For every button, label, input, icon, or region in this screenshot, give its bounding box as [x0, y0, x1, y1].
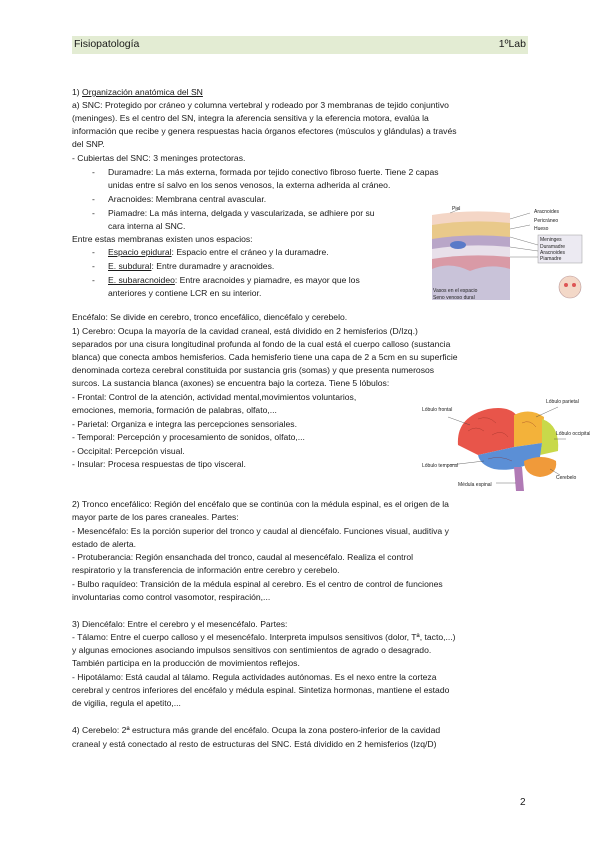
parietal-lobe-shape [514, 411, 544, 447]
tronco-line: - Protuberancia: Región ensanchada del tronco, caudal al mesencéfalo. Realiza el control [72, 552, 414, 562]
vein-shape [450, 241, 466, 249]
cerebro-line: denominada corteza cerebral constituida por sustancia gris (somas) y que presenta numerosos [72, 365, 435, 375]
diencefalo-line: - Tálamo: Entre el cuerpo calloso y el mesencéfalo. Interpreta impulsos sensitivos (dolor, Tª, tacto,...) [72, 632, 456, 642]
tronco-line: 2) Tronco encefálico: Región del encéfalo que se continúa con la médula espinal, es el origen de la [72, 499, 449, 509]
espacio-subaracnoideo-cont: anteriores y contiene LCR en su interior. [108, 288, 262, 298]
header-subject: Fisiopatología [74, 38, 140, 50]
meninge-line: Piamadre: La más interna, delgada y vascularizada, se adhiere por su [108, 208, 375, 218]
fig-label: Duramadre [540, 244, 566, 250]
tronco-line: estado de alerta. [72, 539, 137, 549]
diencefalo-line: También participa en la producción de movimientos reflejos. [72, 658, 300, 668]
s1-line: del SNP. [72, 139, 105, 149]
frontal-lobe-shape [458, 408, 518, 455]
occipital-lobe-shape [540, 419, 558, 455]
meninge-line: unidas entre sí salvo en los senos venosos, la externa adherida al cráneo. [108, 180, 391, 190]
dash-bullet: - [92, 261, 95, 271]
cerebellum-shape [524, 457, 556, 477]
cerebro-line: - Temporal: Percepción y procesamiento de sonidos, olfato,... [72, 432, 305, 442]
cerebelo-line: craneal y está conectado al resto de estructuras del SNC. Está dividido en 2 hemisferios (Izq/D) [72, 739, 437, 749]
diencefalo-line: - Hipotálamo: Está caudal al tálamo. Regula actividades autónomas. Es el nexo entre la corteza [72, 672, 437, 682]
cerebro-line: - Occipital: Percepción visual. [72, 446, 185, 456]
dash-bullet: - [92, 194, 95, 204]
fig-label: Lóbulo frontal [422, 407, 453, 413]
s1-line: a) SNC: Protegido por cráneo y columna vertebral y rodeado por 3 membranas de tejido conjuntivo [72, 100, 449, 110]
fig-label: Lóbulo parietal [546, 399, 579, 405]
section1-title-text: Organización anatómica del SN [82, 87, 203, 97]
diencefalo-line: cerebral y centros inferiores del encéfalo y médula espinal. Sintetiza hormonas, mantiene el estado [72, 685, 450, 695]
fig-label: Hueso [534, 226, 549, 232]
diencefalo-line: y algunas emociones asociando impulsos sensitivos con sentimientos de agrado o desagrado. [72, 645, 432, 655]
cerebro-line: 1) Cerebro: Ocupa la mayoría de la cavidad craneal, está dividido en 2 hemisferios (D/Izq.) [72, 326, 418, 336]
meninges-figure [430, 205, 590, 305]
dash-bullet: - [92, 167, 95, 177]
cubiertas-line: - Cubiertas del SNC: 3 meninges protectoras. [72, 153, 246, 163]
meninge-line: cara interna al SNC. [108, 221, 186, 231]
dash-bullet: - [92, 247, 95, 257]
cerebelo-line: 4) Cerebelo: 2ª estructura más grande del encéfalo. Ocupa la zona postero-inferior de la cavidad [72, 725, 441, 735]
fig-label: Médula espinal [458, 482, 492, 488]
spinal-cord-shape [514, 467, 524, 491]
fig-label: Meninges [540, 237, 562, 243]
page-number: 2 [520, 797, 526, 808]
dash-bullet: - [92, 208, 95, 218]
s1-line: (meninges). Es el centro del SN, integra la aferencia sensitiva y la eferencia motora, evalúa la [72, 113, 429, 123]
tronco-line: respiratorio y la transferencia de información entre cerebro y cerebelo. [72, 565, 340, 575]
cerebro-line: - Frontal: Control de la atención, actividad mental,movimientos voluntarios, [72, 392, 357, 402]
cerebro-line: - Insular: Procesa respuestas de tipo visceral. [72, 459, 246, 469]
section1-title [72, 86, 203, 98]
cerebro-line: emociones, memoria, formación de palabras, olfato,... [72, 405, 277, 415]
tronco-line: - Bulbo raquídeo: Transición de la médula espinal al cerebro. Es el centro de control de funciones [72, 579, 443, 589]
espacio-subaracnoideo: E. subaracnoideo: Entre aracnoides y piamadre, es mayor que los [108, 275, 360, 285]
meninge-line: Duramadre: La más externa, formada por tejido conectivo fibroso fuerte. Tiene 2 capas [108, 167, 439, 177]
cerebro-line: blanca) que conecta ambos hemisferios. Cada hemisferio tiene una capa de 2 a 5cm en su superficie [72, 352, 458, 362]
dash-bullet: - [92, 275, 95, 285]
page-header [72, 36, 528, 54]
fig-label: Lóbulo occipital [556, 431, 590, 437]
diencefalo-line: 3) Diencéfalo: Entre el cerebro y el mesencéfalo. Partes: [72, 619, 288, 629]
fig-label: Cerebelo [556, 475, 577, 481]
tronco-line: - Mesencéfalo: Es la porción superior del tronco y caudal al diencéfalo. Funciones visual, auditiva y [72, 526, 449, 536]
s1-line: información que recibe y genera respuestas hacia órganos efectores (músculos y glándulas) a través [72, 126, 457, 136]
fig-label: Lóbulo temporal [422, 463, 458, 469]
fig-label: Pericráneo [534, 218, 559, 224]
fig-label: Aracnoides [534, 209, 560, 215]
encefalo-intro: Encéfalo: Se divide en cerebro, tronco encefálico, diencéfalo y cerebelo. [72, 312, 348, 322]
tronco-line: involuntarias como control vasomotor, respiración,... [72, 592, 271, 602]
fig-label: Aracnoides [540, 250, 566, 256]
brain-lobes-figure [418, 395, 590, 495]
espacio-subdural: E. subdural: Entre duramadre y aracnoides. [108, 261, 275, 271]
diencefalo-line: de vigilia, regula el apetito,... [72, 698, 181, 708]
espacio-epidural: Espacio epidural: Espacio entre el cráneo y la duramadre. [108, 247, 329, 257]
fig-label: Piamadre [540, 256, 562, 262]
meninge-line: Aracnoides: Membrana central avascular. [108, 194, 267, 204]
cerebro-line: - Parietal: Organiza e integra las percepciones sensoriales. [72, 419, 297, 429]
fig-label: Piel [452, 206, 461, 212]
section1-number: 1) [72, 87, 83, 97]
fig-label: Seno venoso dural [433, 295, 475, 301]
cerebro-line: separados por una cisura longitudinal profunda al fondo de la cual está el cuerpo calloso (sustancia [72, 339, 451, 349]
fig-label: Vasos en el espacio [433, 288, 478, 294]
head-sketch [559, 276, 581, 298]
tronco-line: mayor parte de los pares craneales. Partes: [72, 512, 239, 522]
espacios-intro: Entre estas membranas existen unos espacios: [72, 234, 253, 244]
header-course: 1ºLab [498, 38, 526, 50]
cerebro-line: surcos. La sustancia blanca (axones) se encuentra bajo la corteza. Tiene 5 lóbulos: [72, 378, 390, 388]
